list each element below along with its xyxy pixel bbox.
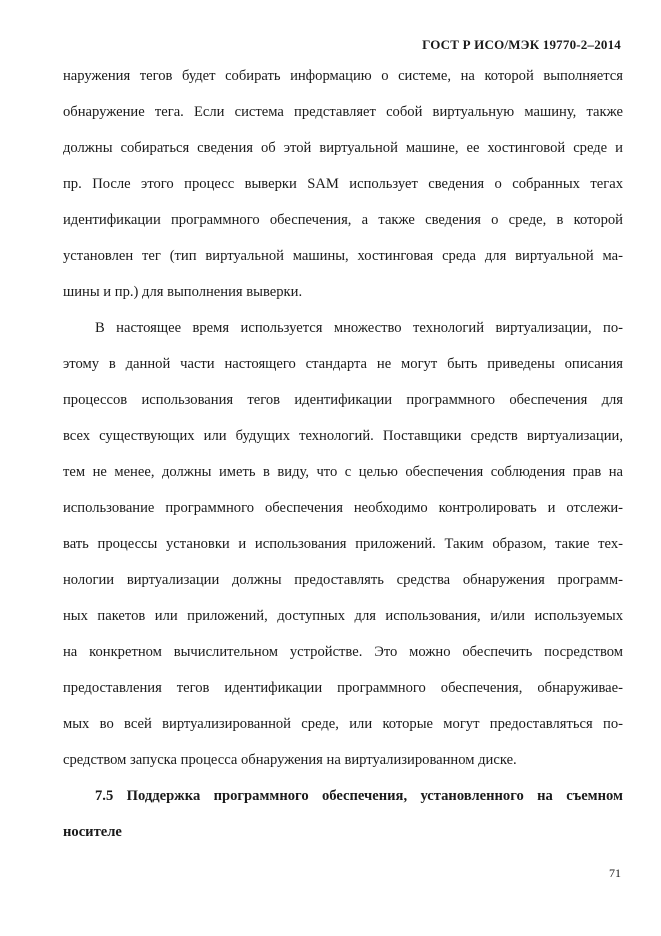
text-line: средством запуска процесса обнаружения на виртуализированном диске. <box>63 752 517 768</box>
text-line: обнаружение тега. Если система представляет собой виртуальную машину, также <box>63 104 623 120</box>
text-line: шины и пр.) для выполнения выверки. <box>63 284 303 300</box>
text-line: пр. После этого процесс выверки SAM использует сведения о собранных тегах <box>63 176 623 192</box>
text-line: установлен тег (тип виртуальной машины, хостинговая среда для виртуальной ма- <box>63 248 623 264</box>
text-line: всех существующих или будущих технологий. Поставщики средств виртуализации, <box>63 428 623 444</box>
text-line: предоставления тегов идентификации программного обеспечения, обнаруживае- <box>63 680 623 696</box>
page-number: 71 <box>609 866 621 880</box>
section-heading-line: 7.5 Поддержка программного обеспечения, установленного на съемном <box>95 788 623 804</box>
text-line: процессов использования тегов идентификации программного обеспечения для <box>63 392 623 408</box>
section-heading-line: носителе <box>63 824 122 840</box>
text-line: нологии виртуализации должны предоставлять средства обнаружения программ- <box>63 572 623 588</box>
text-line: использование программного обеспечения необходимо контролировать и отслежи- <box>63 500 623 516</box>
text-line: тем не менее, должны иметь в виду, что с целью обеспечения соблюдения прав на <box>63 464 623 480</box>
text-line: должны собираться сведения об этой виртуальной машине, ее хостинговой среде и <box>63 140 623 156</box>
text-line: наружения тегов будет собирать информацию о системе, на которой выполняется <box>63 68 623 84</box>
text-line: ных пакетов или приложений, доступных для использования, и/или используемых <box>63 608 623 624</box>
text-line: вать процессы установки и использования приложений. Таким образом, такие тех- <box>63 536 623 552</box>
text-line: на конкретном вычислительном устройстве. Это можно обеспечить посредством <box>63 644 623 660</box>
text-line: мых во всей виртуализированной среде, или которые могут предоставляться по- <box>63 716 623 732</box>
running-header: ГОСТ Р ИСО/МЭК 19770-2–2014 <box>422 37 621 52</box>
text-line: идентификации программного обеспечения, а также сведения о среде, в которой <box>63 212 623 228</box>
text-line: В настоящее время используется множество технологий виртуализации, по- <box>95 320 623 336</box>
text-line: этому в данной части настоящего стандарта не могут быть приведены описания <box>63 356 623 372</box>
